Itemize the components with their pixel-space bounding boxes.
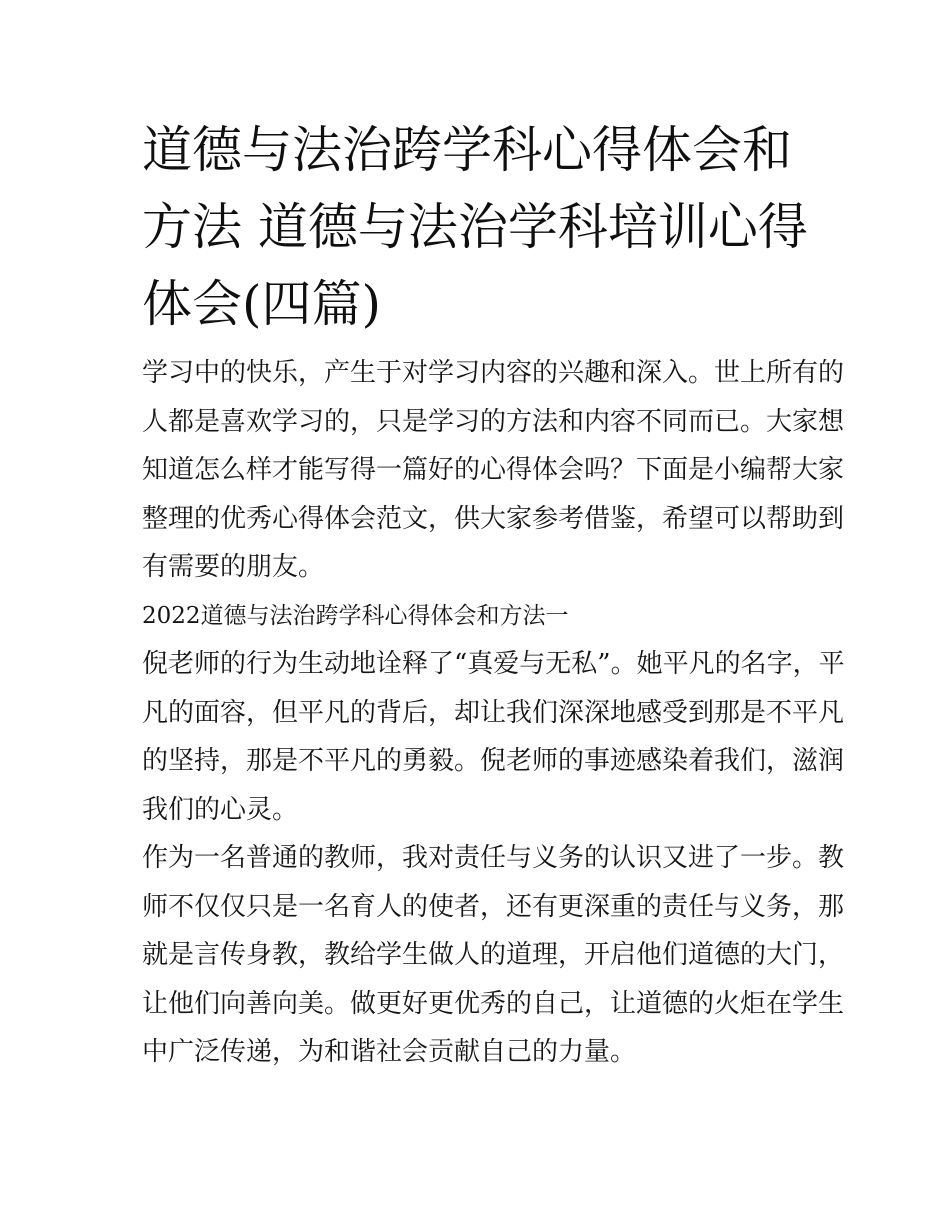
title-line-1: 道德与法治跨学科心得体会和 xyxy=(142,121,792,179)
intro-line: 学习中的快乐，产生于对学习内容的兴趣和深入。世上所有的 xyxy=(142,358,845,388)
paragraph-1-line: 凡的面容，但平凡的背后，却让我们深深地感受到那是不平凡 xyxy=(142,697,845,728)
intro-line: 整理的优秀心得体会范文，供大家参考借鉴，希望可以帮助到 xyxy=(142,503,845,534)
intro-line: 人都是喜欢学习的，只是学习的方法和内容不同而已。大家想 xyxy=(142,406,845,437)
title-line-3: 体会(四篇) xyxy=(142,275,382,333)
paragraph-1-line: 倪老师的行为生动地诠释了“真爱与无私”。她平凡的名字，平 xyxy=(142,649,845,679)
intro-line: 知道怎么样才能写得一篇好的心得体会吗？下面是小编帮大家 xyxy=(142,455,845,485)
paragraph-1 xyxy=(142,640,845,834)
paragraph-2-line: 作为一名普通的教师，我对责任与义务的认识又进了一步。教 xyxy=(142,843,845,873)
title-line-2: 方法 道德与法治学科培训心得 xyxy=(142,198,808,256)
intro-paragraph xyxy=(142,349,845,592)
section-heading: 2022道德与法治跨学科心得体会和方法一 xyxy=(142,602,569,629)
paragraph-2-line: 中广泛传递，为和谐社会贡献自己的力量。 xyxy=(142,1037,637,1067)
paragraph-2-line: 让他们向善向美。做更好更优秀的自己，让道德的火炬在学生 xyxy=(142,988,845,1019)
paragraph-1-line: 我们的心灵。 xyxy=(142,794,299,825)
paragraph-2-line: 就是言传身教，教给学生做人的道理，开启他们道德的大门， xyxy=(142,940,845,970)
paragraph-1-line: 的坚持，那是不平凡的勇毅。倪老师的事迹感染着我们，滋润 xyxy=(142,746,845,776)
paragraph-2-line: 师不仅仅只是一名育人的使者，还有更深重的责任与义务，那 xyxy=(142,891,845,922)
intro-line: 有需要的朋友。 xyxy=(142,552,325,582)
document-body xyxy=(142,349,845,1077)
paragraph-2 xyxy=(142,834,845,1077)
document-page xyxy=(142,112,845,1077)
document-title xyxy=(142,112,814,343)
